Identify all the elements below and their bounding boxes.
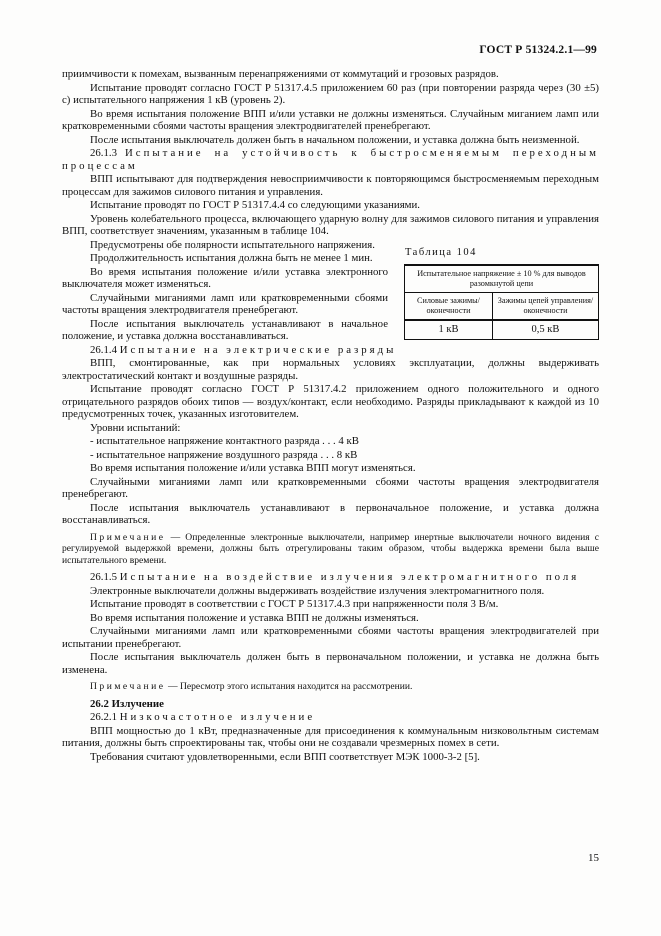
paragraph: Во время испытания положение и уставка ВПП не должны изменяться. (90, 611, 419, 624)
paragraph: Испытание проводят в соответствии с ГОСТ Р 51317.4.3 при напряженности поля 3 В/м. (90, 598, 499, 610)
section-heading-26-2: 26.2 Излучение (90, 697, 164, 710)
table-column-header: Силовые зажимы/оконечности (405, 293, 493, 321)
paragraph: Электронные выключатели должны выдерживать воздействие излучения электромагнитного поля. (90, 584, 545, 597)
paragraph: Во время испытания положение и/или уставка ВПП могут изменяться. (90, 462, 416, 474)
paragraph: Продолжительность испытания должна быть не менее 1 мин. (90, 252, 373, 264)
narrow-column (62, 239, 388, 343)
paragraph: Случайными миганиями ламп или кратковременными сбоями частоты вращения электродвигателя пренебрегают. (62, 291, 388, 316)
paragraph: ВПП, смонтированные, как при нормальных условиях эксплуатации, должны выдерживать электростатический контакт и воздушные разряды. (62, 357, 599, 382)
paragraph: Требования считают удовлетворенными, если ВПП соответствует МЭК 1000-3-2 [5]. (90, 750, 480, 763)
section-heading-26-1-3: 26.1.3 Испытание на устойчивость к быстросменяемым переходным процессам (62, 147, 599, 172)
document-header-code: ГОСТ Р 51324.2.1—99 (479, 44, 597, 56)
paragraph: Испытание проводят согласно ГОСТ Р 51317.4.5 приложением 60 раз (при повторении разряда через (30 ±5) с) испытательного напряжения 1 кВ (уровень 2). (62, 81, 599, 106)
section-heading-26-1-4: 26.1.4 Испытание на электрические разряды (90, 343, 397, 356)
paragraph: Случайными миганиями ламп или кратковременными сбоями частоты вращения электродвигателя пренебрегают. (62, 475, 599, 500)
list-item: - испытательное напряжение воздушного разряда . . . 8 кВ (90, 448, 358, 461)
table-cell: 0,5 кВ (492, 320, 598, 340)
paragraph: После испытания выключатель устанавливают в начальное положение, и уставка должна восстанавливаться. (62, 317, 388, 342)
paragraph: приимчивости к помехам, вызванным перенапряжениями от коммутаций и грозовых разрядов. (62, 68, 499, 80)
section-heading-26-2-1: 26.2.1 Низкочастотное излучение (90, 711, 316, 723)
paragraph: ВПП испытывают для подтверждения невосприимчивости к повторяющимся быстросменяемым переходным процессам для зажимов силового питания и управления. (62, 173, 599, 198)
paragraph: После испытания выключатель должен быть в начальном положении, и уставка должна быть неизменной. (90, 133, 580, 146)
paragraph: После испытания выключатель устанавливают в первоначальное положение, и уставка должна восстанавливаться. (62, 501, 599, 526)
paragraph: Испытание проводят согласно ГОСТ Р 51317.4.2 приложением одного положительного и одного отрицательного разрядов обоих типов — воздух/контакт, если необходимо. Разряды прикладывают к каждой из 10 предусмотренных точек, указанных изготовителем. (62, 383, 599, 420)
data-table (404, 264, 599, 340)
paragraph: Случайными миганиями ламп или кратковременными сбоями частоты вращения электродвигателей при испытании пренебрегают. (62, 625, 599, 650)
body-text (62, 68, 599, 764)
table-caption: Таблица 104 (405, 247, 477, 258)
paragraph: ВПП мощностью до 1 кВт, предназначенные для присоединения к коммунальным низковольтным системам питания, должны быть спроектированы так, чтобы они не создавали чрезмерных помех в сети. (62, 724, 599, 749)
list-item: - испытательное напряжение контактного разряда . . . 4 кВ (90, 435, 359, 447)
table-cell: 1 кВ (405, 320, 493, 340)
note: Примечание — Определенные электронные выключатели, например инертные выключатели ночного видения с регулируемой выдержкой времени, должны быть отрегулированы таким образом, чтобы выдержка времени была выше испытательного времени. (62, 531, 599, 566)
paragraph: Во время испытания положение ВПП и/или уставки не должны изменяться. Случайным миганием ламп или кратковременными сбоями частоты вращения электродвигателей пренебрегают. (62, 107, 599, 132)
paragraph: Предусмотрены обе полярности испытательного напряжения. (90, 238, 375, 251)
paragraph: Уровень колебательного процесса, включающего ударную волну для зажимов силового питания и управления ВПП, соответствует значениям, указанным в таблице 104. (62, 212, 599, 237)
table-column-header: Зажимы цепей управления/оконечности (492, 293, 598, 321)
page-number: 15 (588, 852, 599, 864)
note: Примечание — Пересмотр этого испытания находится на рассмотрении. (90, 681, 413, 692)
paragraph: Испытание проводят по ГОСТ Р 51317.4.4 со следующими указаниями. (90, 199, 420, 211)
paragraph: Уровни испытаний: (90, 421, 181, 434)
table-header-cell: Испытательное напряжение ± 10 % для выводов разомкнутой цепи (405, 265, 599, 293)
section-heading-26-1-5: 26.1.5 Испытание на воздействие излучения электромагнитного поля (90, 571, 580, 583)
paragraph: После испытания выключатель должен быть в первоначальном положении, и уставка не должна быть изменена. (62, 651, 599, 676)
table-104 (345, 247, 599, 340)
paragraph: Во время испытания положение и/или уставка электронного выключателя может изменяться. (62, 265, 388, 290)
